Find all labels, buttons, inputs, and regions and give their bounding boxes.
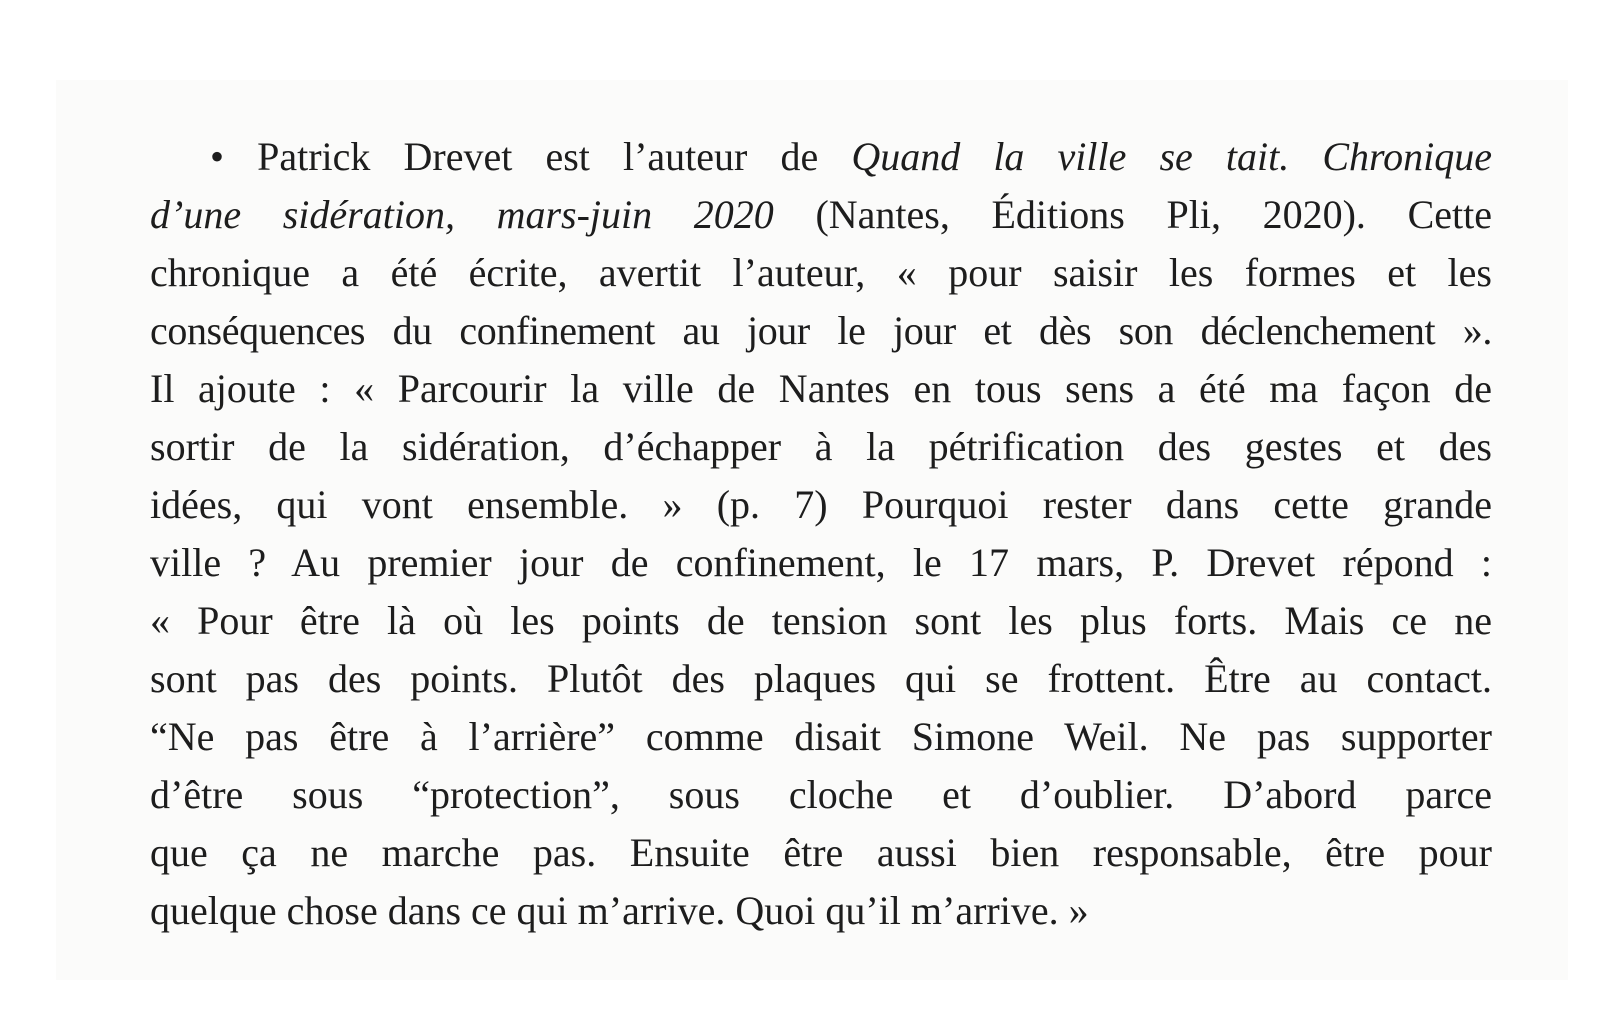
text-line-9: « Pour être là où les points de tension sont les plus forts. Mais ce ne	[150, 598, 1492, 643]
text-line-4: conséquences du confinement au jour le jour et dès son déclenchement ».	[150, 308, 1492, 353]
text-line-11: “Ne pas être à l’arrière” comme disait Simone Weil. Ne pas supporter	[150, 714, 1492, 759]
text-line-2-roman: (Nantes, Éditions Pli, 2020). Cette	[773, 192, 1492, 237]
text-line-14: quelque chose dans ce qui m’arrive. Quoi qu’il m’arrive. »	[150, 888, 1089, 933]
book-title-part-1: Quand la ville se tait. Chronique	[851, 134, 1492, 179]
text-line-10: sont pas des points. Plutôt des plaques qui se frottent. Être au contact.	[150, 656, 1492, 701]
text-line-7: idées, qui vont ensemble. » (p. 7) Pourquoi rester dans cette grande	[150, 482, 1492, 527]
text-line-13: que ça ne marche pas. Ensuite être aussi bien responsable, être pour	[150, 830, 1492, 875]
body-paragraph	[150, 128, 1492, 940]
text-line-5: Il ajoute : « Parcourir la ville de Nantes en tous sens a été ma façon de	[150, 366, 1492, 411]
text-line-1-roman: • Patrick Drevet est l’auteur de	[210, 134, 852, 179]
text-line-12: d’être sous “protection”, sous cloche et d’oublier. D’abord parce	[150, 772, 1492, 817]
text-line-1	[150, 128, 1492, 186]
text-line-2	[150, 186, 1492, 244]
text-line-3: chronique a été écrite, avertit l’auteur, « pour saisir les formes et les	[150, 250, 1492, 295]
text-line-6: sortir de la sidération, d’échapper à la pétrification des gestes et des	[150, 424, 1492, 469]
book-title-part-2: d’une sidération, mars-juin 2020	[150, 192, 774, 237]
text-line-8: ville ? Au premier jour de confinement, le 17 mars, P. Drevet répond :	[150, 540, 1492, 585]
